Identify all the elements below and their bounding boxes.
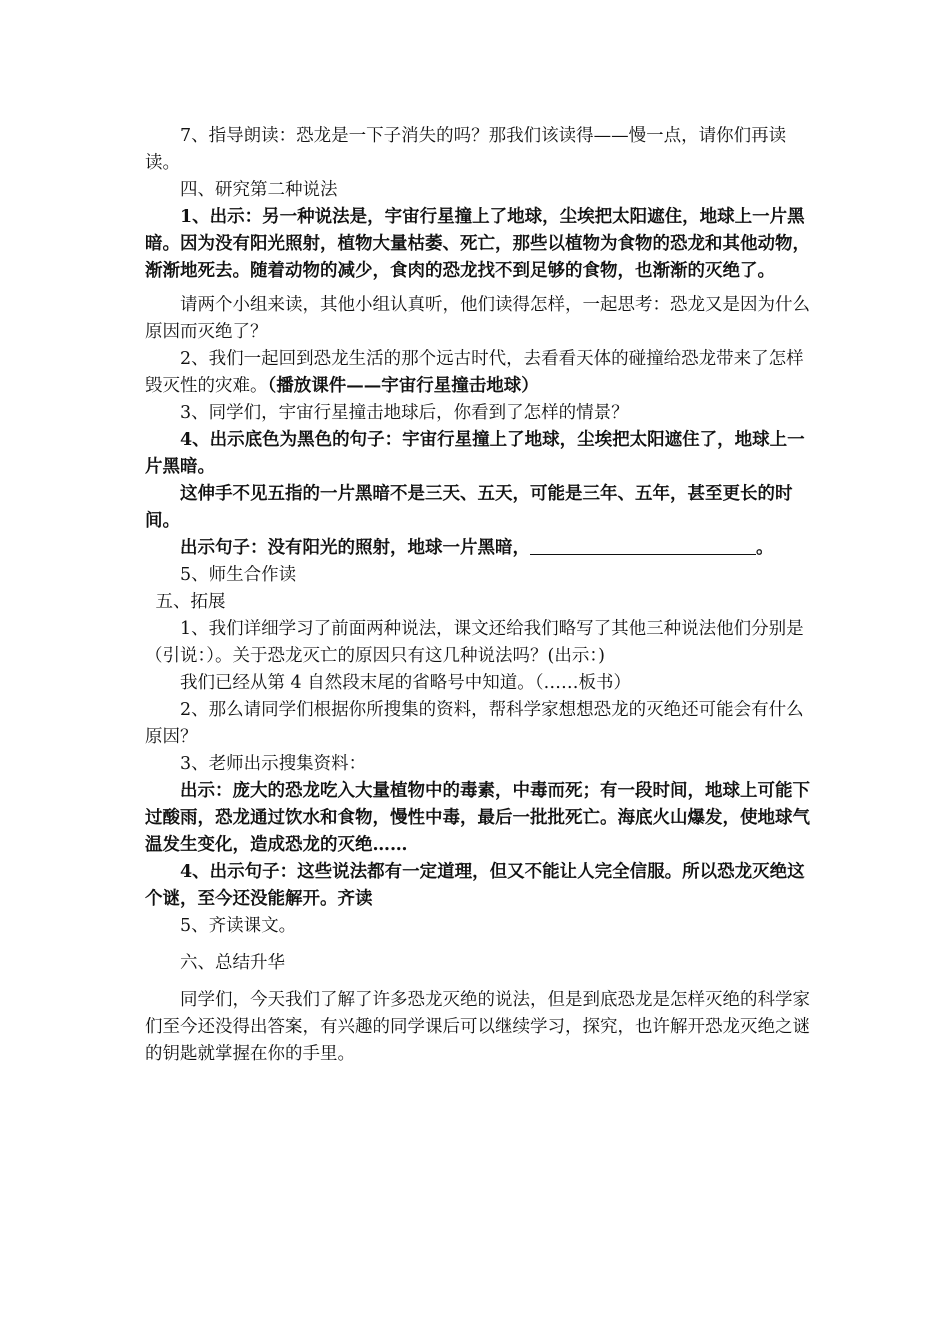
- blank-line: [530, 537, 756, 555]
- paragraph-teacher-show: 3、老师出示搜集资料：: [180, 754, 367, 774]
- paragraph-other-theories: 1、我们详细学习了前面两种说法，课文还给我们略写了其他三种说法他们分别是（引说：）。关于恐龙灭亡的原因只有这几种说法吗？(出示：): [145, 619, 804, 666]
- paragraph-guided-reading: 7、指导朗读：恐龙是一下子消失的吗？那我们该读得——慢一点，请你们再读读。: [145, 126, 787, 173]
- paragraph-summary: 同学们，今天我们了解了许多恐龙灭绝的说法，但是到底恐龙是怎样灭绝的科学家们至今还没得出答案，有兴趣的同学课后可以继续学习，探究，也许解开恐龙灭绝之谜的钥匙就掌握在你的手里。: [145, 990, 810, 1064]
- paragraph-fill-blank: [145, 535, 813, 562]
- paragraph-unsolved-mystery: 4、出示句子：这些说法都有一定道理，但又不能让人完全信服。所以恐龙灭绝这个谜，至今还没能解开。齐读: [145, 862, 805, 909]
- paragraph-cooperative-reading: 5、师生合作读: [180, 565, 297, 585]
- paragraph-question-scene: 3、同学们，宇宙行星撞击地球后，你看到了怎样的情景？: [180, 403, 629, 423]
- paragraph-back-in-time-text: 2、我们一起回到恐龙生活的那个远古时代，去看看天体的碰撞给恐龙带来了怎样毁灭性的灾难。: [145, 349, 804, 396]
- paragraph-black-sentence: 4、出示底色为黑色的句子：宇宙行星撞上了地球，尘埃把太阳遮住了，地球上一片黑暗。: [145, 430, 805, 477]
- paragraph-back-in-time: [145, 346, 813, 400]
- section-heading-4: 四、研究第二种说法: [180, 180, 338, 200]
- paragraph-other-causes: 出示：庞大的恐龙吃入大量植物中的毒素，中毒而死；有一段时间，地球上可能下过酸雨，恐龙通过饮水和食物，慢性中毒，最后一批批死亡。海底火山爆发，使地球气温发生变化，造成恐龙的灭绝……: [145, 781, 810, 855]
- section-heading-5: 五、拓展: [155, 592, 226, 612]
- paragraph-group-reading: 请两个小组来读，其他小组认真听，他们读得怎样，一起思考：恐龙又是因为什么原因而灭绝了？: [145, 295, 810, 342]
- paragraph-collected-materials: 2、那么请同学们根据你所搜集的资料，帮科学家想想恐龙的灭绝还可能会有什么原因？: [145, 700, 804, 747]
- courseware-note: （播放课件——宇宙行星撞击地球）: [267, 376, 539, 396]
- document-body: [145, 123, 813, 1068]
- paragraph-ellipsis: 我们已经从第 4 自然段末尾的省略号中知道。（……板书）: [180, 673, 632, 693]
- section-heading-6: 六、总结升华: [180, 953, 285, 973]
- fill-blank-sentence: 出示句子：没有阳光的照射，地球一片黑暗，: [180, 538, 530, 558]
- paragraph-read-text: 5、齐读课文。: [180, 916, 297, 936]
- fill-blank-period: 。: [756, 538, 774, 558]
- paragraph-second-theory: 1、出示：另一种说法是，宇宙行星撞上了地球，尘埃把太阳遮住，地球上一片黑暗。因为没有阳光照射，植物大量枯萎、死亡，那些以植物为食物的恐龙和其他动物，渐渐地死去。随着动物的减少，食肉的恐龙找不到足够的食物，也渐渐的灭绝了。: [145, 207, 810, 281]
- paragraph-darkness: 这伸手不见五指的一片黑暗不是三天、五天，可能是三年、五年，甚至更长的时间。: [145, 484, 793, 531]
